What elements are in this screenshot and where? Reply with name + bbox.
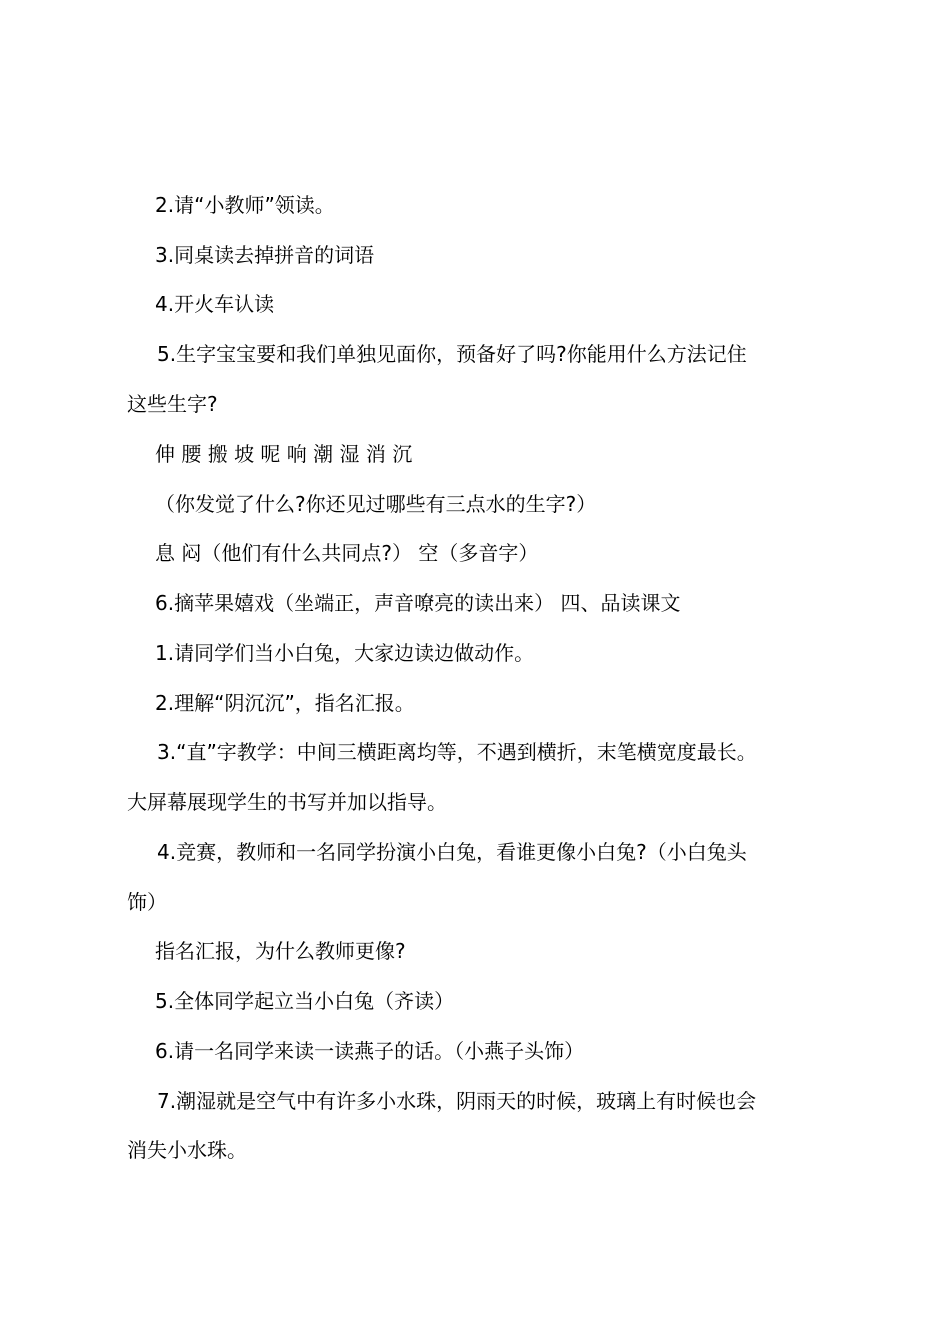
text-line: 消失小水珠。: [127, 1138, 247, 1162]
text-line: 伸 腰 搬 坡 呢 响 潮 湿 消 沉: [155, 442, 413, 466]
text-line: 6.摘苹果嬉戏（坐端正，声音嘹亮的读出来） 四、品读课文: [155, 591, 681, 615]
text-line: 3.“直”字教学：中间三横距离均等，不遇到横折，末笔横宽度最长。: [157, 740, 757, 764]
text-line: 指名汇报，为什么教师更像?: [155, 939, 406, 963]
text-line: 大屏幕展现学生的书写并加以指导。: [127, 790, 447, 814]
text-line: （你发觉了什么?你还见过哪些有三点水的生字?）: [155, 492, 597, 516]
text-line: 2.理解“阴沉沉”，指名汇报。: [155, 691, 415, 715]
text-line: 3.同桌读去掉拼音的词语: [155, 243, 375, 267]
text-line: 息 闷（他们有什么共同点?） 空（多音字）: [155, 541, 539, 565]
text-line: 4.竞赛，教师和一名同学扮演小白兔，看谁更像小白兔?（小白兔头: [157, 840, 747, 864]
text-line: 饰）: [127, 890, 167, 914]
text-line: 6.请一名同学来读一读燕子的话。（小燕子头饰）: [155, 1039, 585, 1063]
text-line: 2.请“小教师”领读。: [155, 193, 335, 217]
text-line: 1.请同学们当小白兔，大家边读边做动作。: [155, 641, 535, 665]
text-line: 这些生字?: [127, 392, 218, 416]
text-line: 5.生字宝宝要和我们单独见面你，预备好了吗?你能用什么方法记住: [157, 342, 747, 366]
text-line: 4.开火车认读: [155, 292, 275, 316]
text-line: 5.全体同学起立当小白兔（齐读）: [155, 989, 455, 1013]
text-line: 7.潮湿就是空气中有许多小水珠，阴雨天的时候，玻璃上有时候也会: [157, 1089, 757, 1113]
